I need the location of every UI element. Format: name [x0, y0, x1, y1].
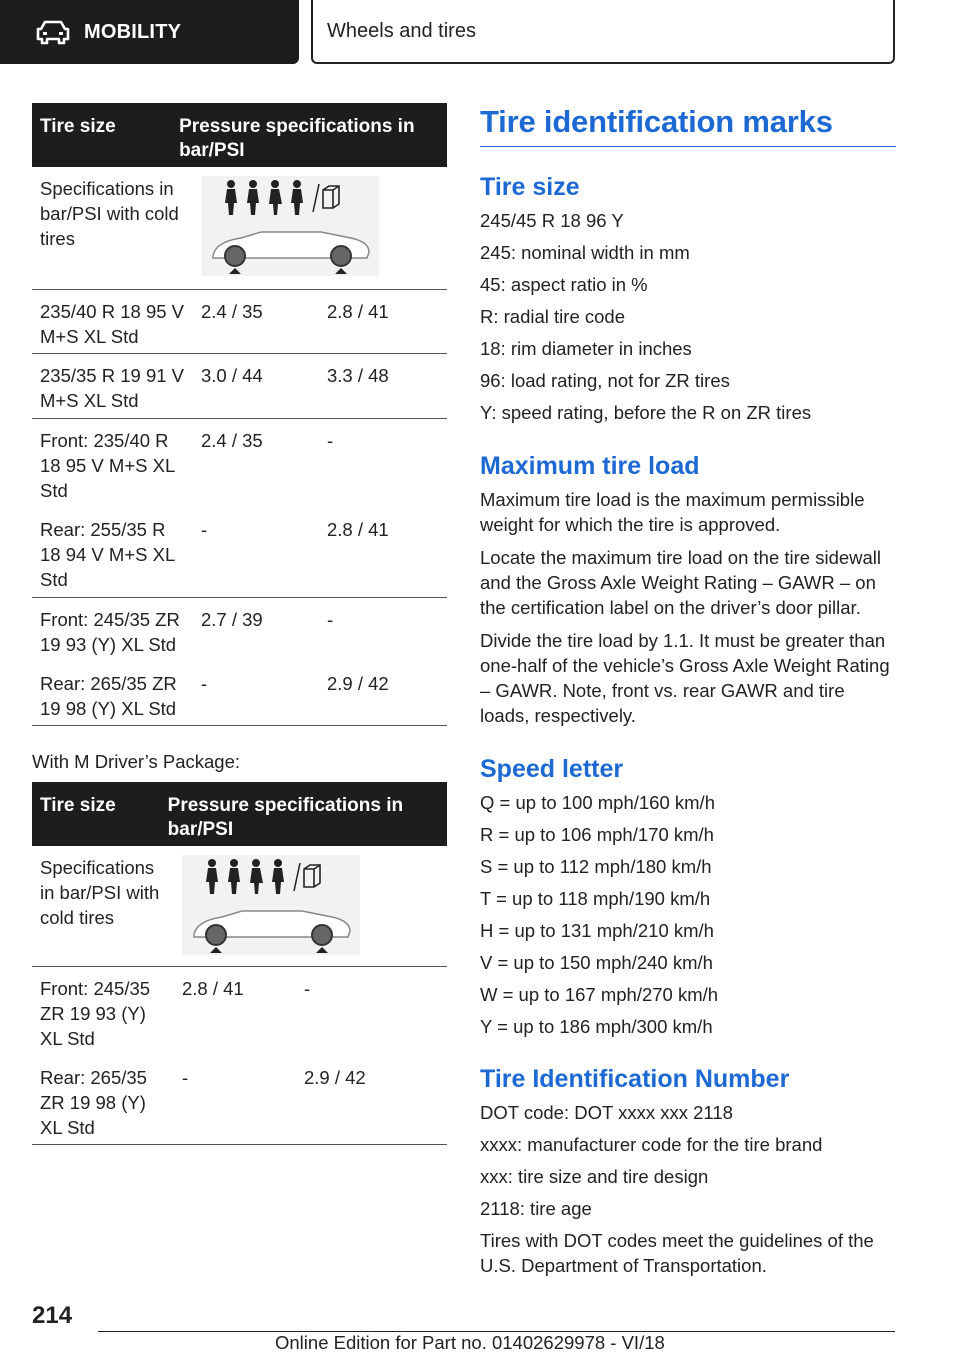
- section-tab: [0, 0, 299, 64]
- header-pressure: Pressure specifications in bar/PSI: [167, 795, 404, 840]
- tin-section: [480, 1065, 896, 1278]
- pressure-cell: 2.4 / 35: [201, 430, 263, 451]
- pressure-cell: 2.8 / 41: [327, 301, 389, 322]
- tire-size-cell: 235/40 R 18 95 V M+S XL Std: [40, 301, 184, 347]
- table-row: [32, 1056, 447, 1145]
- pressure-cell: -: [327, 430, 334, 451]
- spec-label: Specifications in bar/PSI with cold tires: [40, 857, 160, 928]
- max-load-section: [480, 452, 896, 728]
- pressure-cell: 2.9 / 42: [304, 1067, 366, 1088]
- tire-size-heading: Tire size: [480, 173, 580, 201]
- table-row: [32, 846, 447, 967]
- occupants-luggage-icon: [201, 176, 379, 276]
- occupants-luggage-icon: [182, 855, 360, 955]
- tin-heading: Tire Identification Number: [480, 1065, 790, 1093]
- paragraph: Maximum tire load is the maximum permissible weight for which the tire is approved.: [480, 489, 865, 535]
- table-row: [32, 598, 447, 662]
- header-pressure: Pressure specifications in bar/PSI: [179, 116, 415, 161]
- table-row: [32, 354, 447, 419]
- table-header: [32, 103, 447, 167]
- table-row: [32, 967, 447, 1056]
- pressure-cell: -: [201, 519, 208, 540]
- tire-size-cell: 235/35 R 19 91 V M+S XL Std: [40, 365, 184, 411]
- text-line: DOT code: DOT xxxx xxx 2118: [480, 1102, 733, 1123]
- spec-label: Specifications in bar/PSI with cold tires: [40, 178, 179, 249]
- pressure-cell: 2.8 / 41: [182, 978, 244, 999]
- tire-size-cell: Front: 235/40 R 18 95 V M+S XL Std: [40, 430, 175, 501]
- tire-size-section: [480, 173, 896, 432]
- header-tire-size: Tire size: [40, 795, 116, 816]
- table-row: [32, 290, 447, 354]
- text-line: W = up to 167 mph/270 km/h: [480, 984, 719, 1005]
- text-line: 245/45 R 18 96 Y: [480, 210, 624, 231]
- table-row: [32, 167, 447, 290]
- text-line: 45: aspect ratio in %: [480, 274, 648, 295]
- text-line: 245: nominal width in mm: [480, 242, 690, 263]
- chapter-title: [311, 0, 895, 64]
- text-line: R: radial tire code: [480, 306, 625, 327]
- tire-size-cell: Front: 245/35 ZR 19 93 (Y) XL Std: [40, 978, 151, 1049]
- chapter-title-text: Wheels and tires: [327, 19, 476, 42]
- pressure-cell: 2.8 / 41: [327, 519, 389, 540]
- speed-letter-heading: Speed letter: [480, 755, 624, 783]
- pressure-cell: -: [182, 1067, 189, 1088]
- page-number: 214: [32, 1302, 73, 1329]
- header-tire-size: Tire size: [40, 116, 116, 137]
- load-diagram: [182, 855, 360, 955]
- pressure-cell: -: [304, 978, 311, 999]
- edition-text: Online Edition for Part no. 01402629978 - VI/18: [275, 1332, 665, 1353]
- text-line: 2118: tire age: [480, 1198, 592, 1219]
- tire-size-cell: Rear: 265/35 ZR 19 98 (Y) XL Std: [40, 673, 177, 719]
- tire-size-cell: Rear: 255/35 R 18 94 V M+S XL Std: [40, 519, 175, 590]
- section-label: MOBILITY: [84, 20, 182, 43]
- pressure-cell: 2.9 / 42: [327, 673, 389, 694]
- table-row: [32, 508, 447, 598]
- text-line: 18: rim diameter in inches: [480, 338, 692, 359]
- text-line: xxxx: manufacturer code for the tire brand: [480, 1134, 823, 1155]
- text-line: S = up to 112 mph/180 km/h: [480, 856, 712, 877]
- tire-size-cell: Rear: 265/35 ZR 19 98 (Y) XL Std: [40, 1067, 147, 1138]
- pressure-table: [32, 103, 447, 726]
- paragraph: Tires with DOT codes meet the guidelines of the U.S. Department of Transportation.: [480, 1230, 874, 1276]
- load-diagram: [201, 176, 379, 276]
- text-line: Y: speed rating, before the R on ZR tires: [480, 402, 812, 423]
- pressure-cell: 3.0 / 44: [201, 365, 263, 386]
- paragraph: Divide the tire load by 1.1. It must be greater than one-half of the vehicle’s Gross Axle Weight Rating – GAWR. Note, front vs. rear GAWR and tire loads, respectively.: [480, 630, 890, 726]
- table-row: [32, 662, 447, 726]
- text-line: V = up to 150 mph/240 km/h: [480, 952, 713, 973]
- tire-size-cell: Front: 245/35 ZR 19 93 (Y) XL Std: [40, 609, 180, 655]
- m-package-pressure-table: [32, 782, 447, 1145]
- pressure-cell: -: [201, 673, 208, 694]
- pressure-cell: 2.4 / 35: [201, 301, 263, 322]
- text-line: Q = up to 100 mph/160 km/h: [480, 792, 715, 813]
- pressure-cell: -: [327, 609, 334, 630]
- text-line: T = up to 118 mph/190 km/h: [480, 888, 711, 909]
- page-heading: Tire identification marks: [480, 104, 833, 139]
- paragraph: Locate the maximum tire load on the tire sidewall and the Gross Axle Weight Rating – GAWR – on the certification label on the driver’s door pillar.: [480, 547, 882, 618]
- table-header: [32, 782, 447, 846]
- table-row: [32, 419, 447, 508]
- heading-rule: [480, 146, 896, 147]
- max-load-heading: Maximum tire load: [480, 452, 700, 480]
- text-line: Y = up to 186 mph/300 km/h: [480, 1016, 713, 1037]
- pressure-cell: 3.3 / 48: [327, 365, 389, 386]
- package-note: With M Driver’s Package:: [32, 751, 241, 772]
- text-line: R = up to 106 mph/170 km/h: [480, 824, 714, 845]
- speed-letter-section: [480, 755, 896, 1046]
- text-line: xxx: tire size and tire design: [480, 1166, 709, 1187]
- pressure-cell: 2.7 / 39: [201, 609, 263, 630]
- car-icon: [36, 19, 70, 45]
- text-line: H = up to 131 mph/210 km/h: [480, 920, 714, 941]
- text-line: 96: load rating, not for ZR tires: [480, 370, 730, 391]
